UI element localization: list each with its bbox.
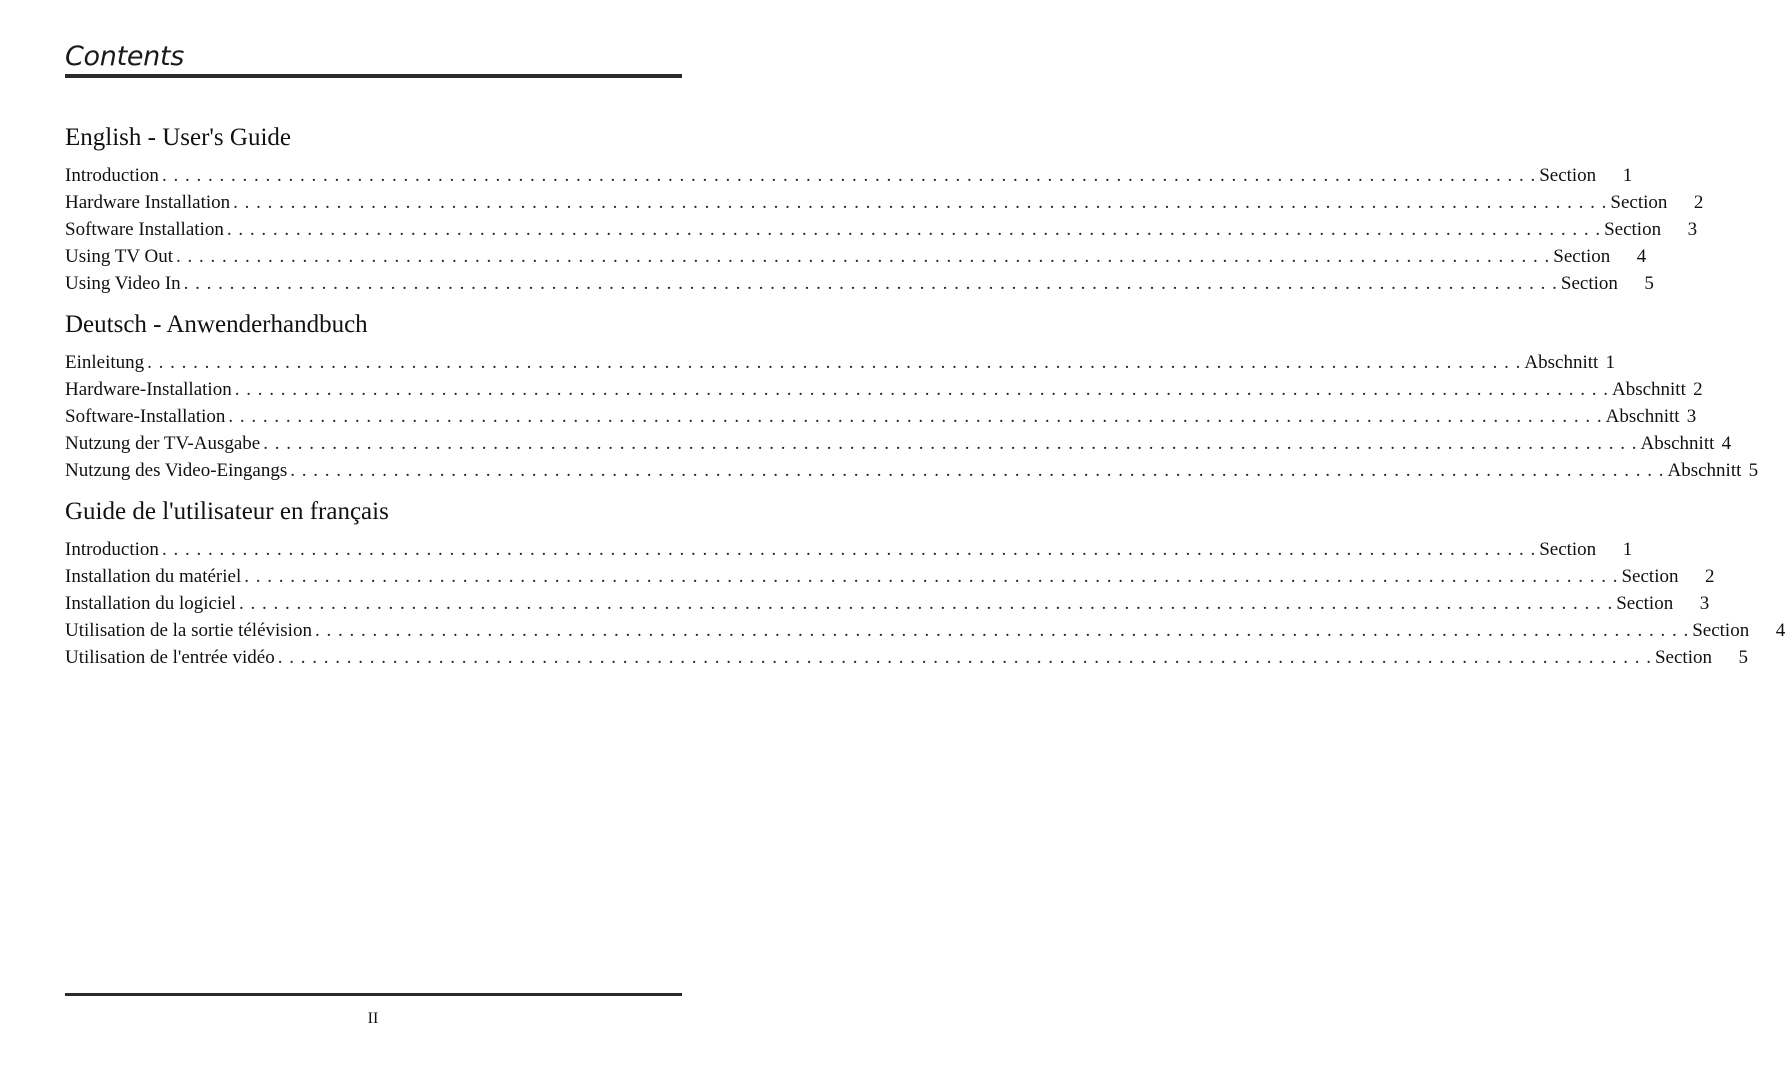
entry-reference xyxy=(1692,617,1785,644)
toc-entry[interactable] xyxy=(65,536,1633,563)
page-number: II xyxy=(367,1010,379,1027)
reference-number: 2 xyxy=(1693,192,1704,213)
toc-entry[interactable] xyxy=(65,189,1704,216)
reference-number: 2 xyxy=(1704,566,1715,587)
toc-entries xyxy=(65,162,1704,297)
reference-number: 1 xyxy=(1622,165,1633,186)
reference-number: 4 xyxy=(1721,433,1732,454)
entry-reference xyxy=(1612,376,1703,403)
dot-leader: . . . . . . . . . . . . . . . . . . . . . . . . . . . . . . . . . . . . . . . . . . . . . . . . . . . . . . . . . . . . . . . . . . . . . . . . . . . . . . . . . . . . . . . . . . . . . . . . . . . . . . . . . . . . . . . . . . . . . . . . xyxy=(228,406,1603,427)
reference-number: 5 xyxy=(1738,647,1748,668)
entry-label: Hardware-Installation xyxy=(65,379,232,400)
entry-label: Software Installation xyxy=(65,219,224,240)
entry-label: Using TV Out xyxy=(65,246,174,267)
toc-entries xyxy=(65,349,1759,484)
header-rule xyxy=(65,74,682,78)
page-title: Contents xyxy=(65,41,185,72)
toc-section-francais xyxy=(65,496,1785,671)
entry-label: Installation du logiciel xyxy=(65,593,236,614)
toc-entry[interactable] xyxy=(65,457,1759,484)
toc-entry[interactable] xyxy=(65,376,1703,403)
reference-word: Section xyxy=(1610,192,1668,213)
entry-reference xyxy=(1641,430,1732,457)
toc-entry[interactable] xyxy=(65,563,1715,590)
toc-entry[interactable] xyxy=(65,162,1633,189)
entry-reference xyxy=(1539,162,1632,189)
reference-number: 1 xyxy=(1622,539,1633,560)
entry-label: Nutzung des Video-Eingangs xyxy=(65,460,288,481)
entry-label: Installation du matériel xyxy=(65,566,242,587)
dot-leader: . . . . . . . . . . . . . . . . . . . . . . . . . . . . . . . . . . . . . . . . . . . . . . . . . . . . . . . . . . . . . . . . . . . . . . . . . . . . . . . . . . . . . . . . . . . . . . . . . . . . . . . . . . . . . . . . . . . . . . . . xyxy=(290,460,1665,481)
entry-reference xyxy=(1616,590,1709,617)
entry-reference xyxy=(1604,216,1697,243)
reference-word: Section xyxy=(1604,219,1662,240)
toc-entry[interactable] xyxy=(65,617,1785,644)
section-heading: Deutsch - Anwenderhandbuch xyxy=(65,311,368,338)
reference-word: Section xyxy=(1616,593,1674,614)
entry-label: Nutzung der TV-Ausgabe xyxy=(65,433,261,454)
reference-number: 5 xyxy=(1644,273,1654,294)
reference-word: Abschnitt xyxy=(1667,460,1742,481)
reference-number: 3 xyxy=(1699,593,1710,614)
footer-rule xyxy=(65,993,682,996)
toc-entry[interactable] xyxy=(65,403,1697,430)
toc-section-deutsch xyxy=(65,309,1759,484)
toc-entry[interactable] xyxy=(65,644,1748,671)
entry-label: Introduction xyxy=(65,539,159,560)
dot-leader: . . . . . . . . . . . . . . . . . . . . . . . . . . . . . . . . . . . . . . . . . . . . . . . . . . . . . . . . . . . . . . . . . . . . . . . . . . . . . . . . . . . . . . . . . . . . . . . . . . . . . . . . . . . . . . . . . . . . . . . . xyxy=(147,352,1522,373)
reference-word: Abschnitt xyxy=(1605,406,1680,427)
reference-word: Section xyxy=(1621,566,1679,587)
toc-entry[interactable] xyxy=(65,349,1616,376)
dot-leader: . . . . . . . . . . . . . . . . . . . . . . . . . . . . . . . . . . . . . . . . . . . . . . . . . . . . . . . . . . . . . . . . . . . . . . . . . . . . . . . . . . . . . . . . . . . . . . . . . . . . . . . . . . . . . . . . . . . . . . . . xyxy=(161,539,1537,560)
entry-label: Introduction xyxy=(65,165,159,186)
toc-entry[interactable] xyxy=(65,430,1732,457)
dot-leader: . . . . . . . . . . . . . . . . . . . . . . . . . . . . . . . . . . . . . . . . . . . . . . . . . . . . . . . . . . . . . . . . . . . . . . . . . . . . . . . . . . . . . . . . . . . . . . . . . . . . . . . . . . . . . . . . . . . . . . . . xyxy=(161,165,1537,186)
entry-reference xyxy=(1621,563,1714,590)
reference-word: Section xyxy=(1539,165,1597,186)
entry-label: Utilisation de l'entrée vidéo xyxy=(65,647,275,668)
page-header xyxy=(65,40,682,74)
reference-word: Section xyxy=(1654,647,1712,668)
dot-leader: . . . . . . . . . . . . . . . . . . . . . . . . . . . . . . . . . . . . . . . . . . . . . . . . . . . . . . . . . . . . . . . . . . . . . . . . . . . . . . . . . . . . . . . . . . . . . . . . . . . . . . . . . . . . . . . . . . . . . . . . xyxy=(277,647,1652,668)
entry-reference xyxy=(1610,189,1703,216)
entry-reference xyxy=(1606,403,1697,430)
reference-number: 1 xyxy=(1605,352,1616,373)
reference-word: Abschnitt xyxy=(1611,379,1686,400)
dot-leader: . . . . . . . . . . . . . . . . . . . . . . . . . . . . . . . . . . . . . . . . . . . . . . . . . . . . . . . . . . . . . . . . . . . . . . . . . . . . . . . . . . . . . . . . . . . . . . . . . . . . . . . . . . . . . . . . . . . . . . . . xyxy=(176,246,1551,267)
dot-leader: . . . . . . . . . . . . . . . . . . . . . . . . . . . . . . . . . . . . . . . . . . . . . . . . . . . . . . . . . . . . . . . . . . . . . . . . . . . . . . . . . . . . . . . . . . . . . . . . . . . . . . . . . . . . . . . . . . . . . . . . xyxy=(226,219,1602,240)
reference-word: Section xyxy=(1539,539,1597,560)
reference-number: 5 xyxy=(1748,460,1759,481)
reference-word: Section xyxy=(1692,620,1750,641)
entry-reference xyxy=(1539,536,1632,563)
reference-word: Abschnitt xyxy=(1524,352,1599,373)
reference-number: 4 xyxy=(1636,246,1647,267)
toc-entry[interactable] xyxy=(65,216,1698,243)
reference-word: Section xyxy=(1560,273,1618,294)
reference-word: Abschnitt xyxy=(1640,433,1715,454)
toc-section-english xyxy=(65,122,1704,297)
toc-entries xyxy=(65,536,1785,671)
entry-label: Software-Installation xyxy=(65,406,226,427)
entry-label: Using Video In xyxy=(65,273,181,294)
entry-reference xyxy=(1524,349,1615,376)
dot-leader: . . . . . . . . . . . . . . . . . . . . . . . . . . . . . . . . . . . . . . . . . . . . . . . . . . . . . . . . . . . . . . . . . . . . . . . . . . . . . . . . . . . . . . . . . . . . . . . . . . . . . . . . . . . . . . . . . . . . . . . . xyxy=(234,379,1609,400)
toc-entry[interactable] xyxy=(65,590,1710,617)
entry-label: Hardware Installation xyxy=(65,192,231,213)
dot-leader: . . . . . . . . . . . . . . . . . . . . . . . . . . . . . . . . . . . . . . . . . . . . . . . . . . . . . . . . . . . . . . . . . . . . . . . . . . . . . . . . . . . . . . . . . . . . . . . . . . . . . . . . . . . . . . . . . . . . . . . . xyxy=(233,192,1608,213)
reference-number: 3 xyxy=(1686,406,1697,427)
toc-entry[interactable] xyxy=(65,270,1654,297)
entry-reference xyxy=(1668,457,1759,484)
reference-number: 2 xyxy=(1693,379,1703,400)
dot-leader: . . . . . . . . . . . . . . . . . . . . . . . . . . . . . . . . . . . . . . . . . . . . . . . . . . . . . . . . . . . . . . . . . . . . . . . . . . . . . . . . . . . . . . . . . . . . . . . . . . . . . . . . . . . . . . . . . . . . . . . . xyxy=(263,433,1638,454)
entry-label: Utilisation de la sortie télévision xyxy=(65,620,312,641)
reference-word: Section xyxy=(1553,246,1611,267)
toc-entry[interactable] xyxy=(65,243,1647,270)
entry-reference xyxy=(1655,644,1748,671)
reference-number: 4 xyxy=(1775,620,1785,641)
table-of-contents xyxy=(65,122,1785,671)
reference-number: 3 xyxy=(1687,219,1698,240)
dot-leader: . . . . . . . . . . . . . . . . . . . . . . . . . . . . . . . . . . . . . . . . . . . . . . . . . . . . . . . . . . . . . . . . . . . . . . . . . . . . . . . . . . . . . . . . . . . . . . . . . . . . . . . . . . . . . . . . . . . . . . . . xyxy=(183,273,1558,294)
entry-reference xyxy=(1561,270,1654,297)
entry-reference xyxy=(1553,243,1646,270)
dot-leader: . . . . . . . . . . . . . . . . . . . . . . . . . . . . . . . . . . . . . . . . . . . . . . . . . . . . . . . . . . . . . . . . . . . . . . . . . . . . . . . . . . . . . . . . . . . . . . . . . . . . . . . . . . . . . . . . . . . . . . . . xyxy=(244,566,1619,587)
entry-label: Einleitung xyxy=(65,352,145,373)
dot-leader: . . . . . . . . . . . . . . . . . . . . . . . . . . . . . . . . . . . . . . . . . . . . . . . . . . . . . . . . . . . . . . . . . . . . . . . . . . . . . . . . . . . . . . . . . . . . . . . . . . . . . . . . . . . . . . . . . . . . . . . . xyxy=(238,593,1614,614)
section-heading: Guide de l'utilisateur en français xyxy=(65,498,389,525)
section-heading: English - User's Guide xyxy=(65,124,292,151)
dot-leader: . . . . . . . . . . . . . . . . . . . . . . . . . . . . . . . . . . . . . . . . . . . . . . . . . . . . . . . . . . . . . . . . . . . . . . . . . . . . . . . . . . . . . . . . . . . . . . . . . . . . . . . . . . . . . . . . . . . . . . . . xyxy=(314,620,1690,641)
